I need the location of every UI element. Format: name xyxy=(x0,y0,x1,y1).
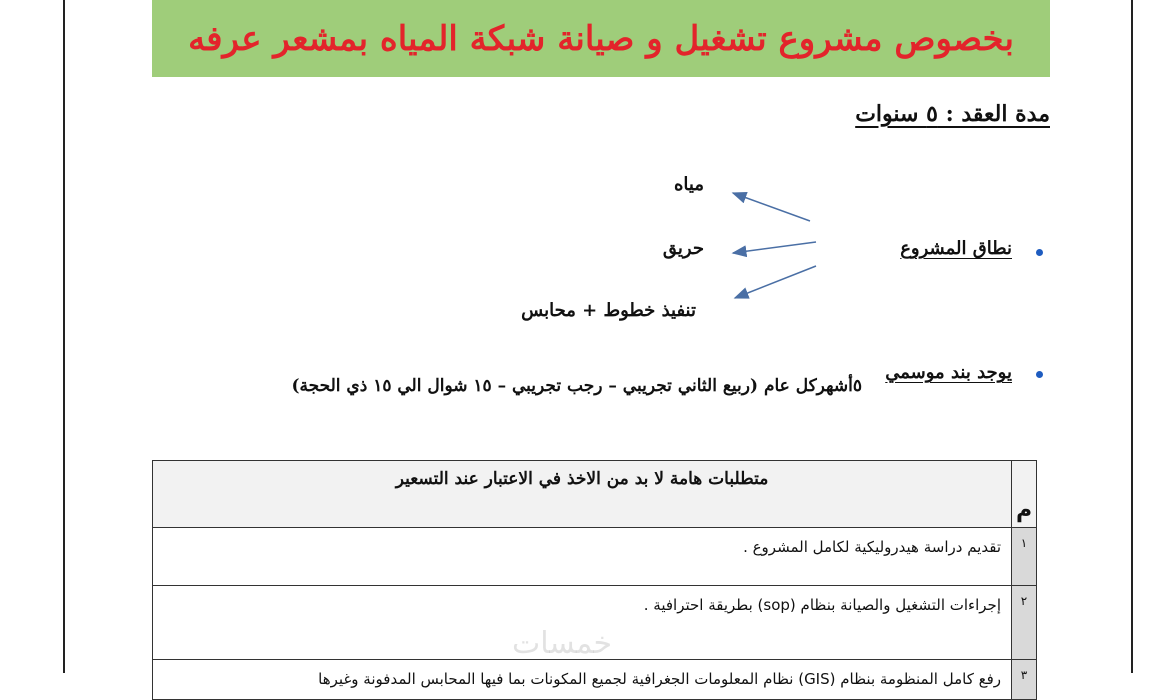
table-header-row xyxy=(153,461,1037,528)
table-header-title: متطلبات هامة لا بد من الاخذ في الاعتبار عند التسعير xyxy=(153,461,1012,528)
arrow-to-fire xyxy=(733,242,816,253)
table-row xyxy=(153,528,1037,586)
table-header-num: م xyxy=(1012,461,1037,528)
scope-item-lines-valves: تنفيذ خطوط + محابس xyxy=(521,300,696,321)
row-number: ٢ xyxy=(1012,586,1037,660)
document-title: بخصوص مشروع تشغيل و صيانة شبكة المياه بمشعر عرفه xyxy=(188,18,1014,59)
scope-label: نطاق المشروع xyxy=(900,238,1012,259)
row-text: تقديم دراسة هيدروليكية لكامل المشروع . xyxy=(153,528,1012,586)
scope-item-fire: حريق xyxy=(662,238,704,259)
seasonal-text: ٥أشهركل عام (ربيع الثاني تجريبي – رجب تجريبي – ١٥ شوال الي ١٥ ذي الحجة) xyxy=(291,376,862,396)
row-number: ٣ xyxy=(1012,660,1037,700)
seasonal-description xyxy=(212,364,1012,408)
row-number: ١ xyxy=(1012,528,1037,586)
requirements-table xyxy=(152,460,1037,700)
seasonal-label: يوجد بند موسمي xyxy=(885,362,1012,383)
row-text: إجراءات التشغيل والصيانة بنظام (sop) بطريقة احترافية . xyxy=(153,586,1012,660)
arrow-to-lines xyxy=(735,266,816,298)
bullet-icon xyxy=(1036,371,1043,378)
watermark-logo: خمسات xyxy=(512,626,613,661)
scope-item-water: مياه xyxy=(674,174,704,195)
contract-duration: مدة العقد : ٥ سنوات xyxy=(855,101,1050,127)
arrow-to-water xyxy=(733,193,810,221)
table-row xyxy=(153,660,1037,700)
row-text: رفع كامل المنظومة بنظام (GIS) نظام المعلومات الجغرافية لجميع المكونات بما فيها المحابس المدفونة وغيرها xyxy=(153,660,1012,700)
